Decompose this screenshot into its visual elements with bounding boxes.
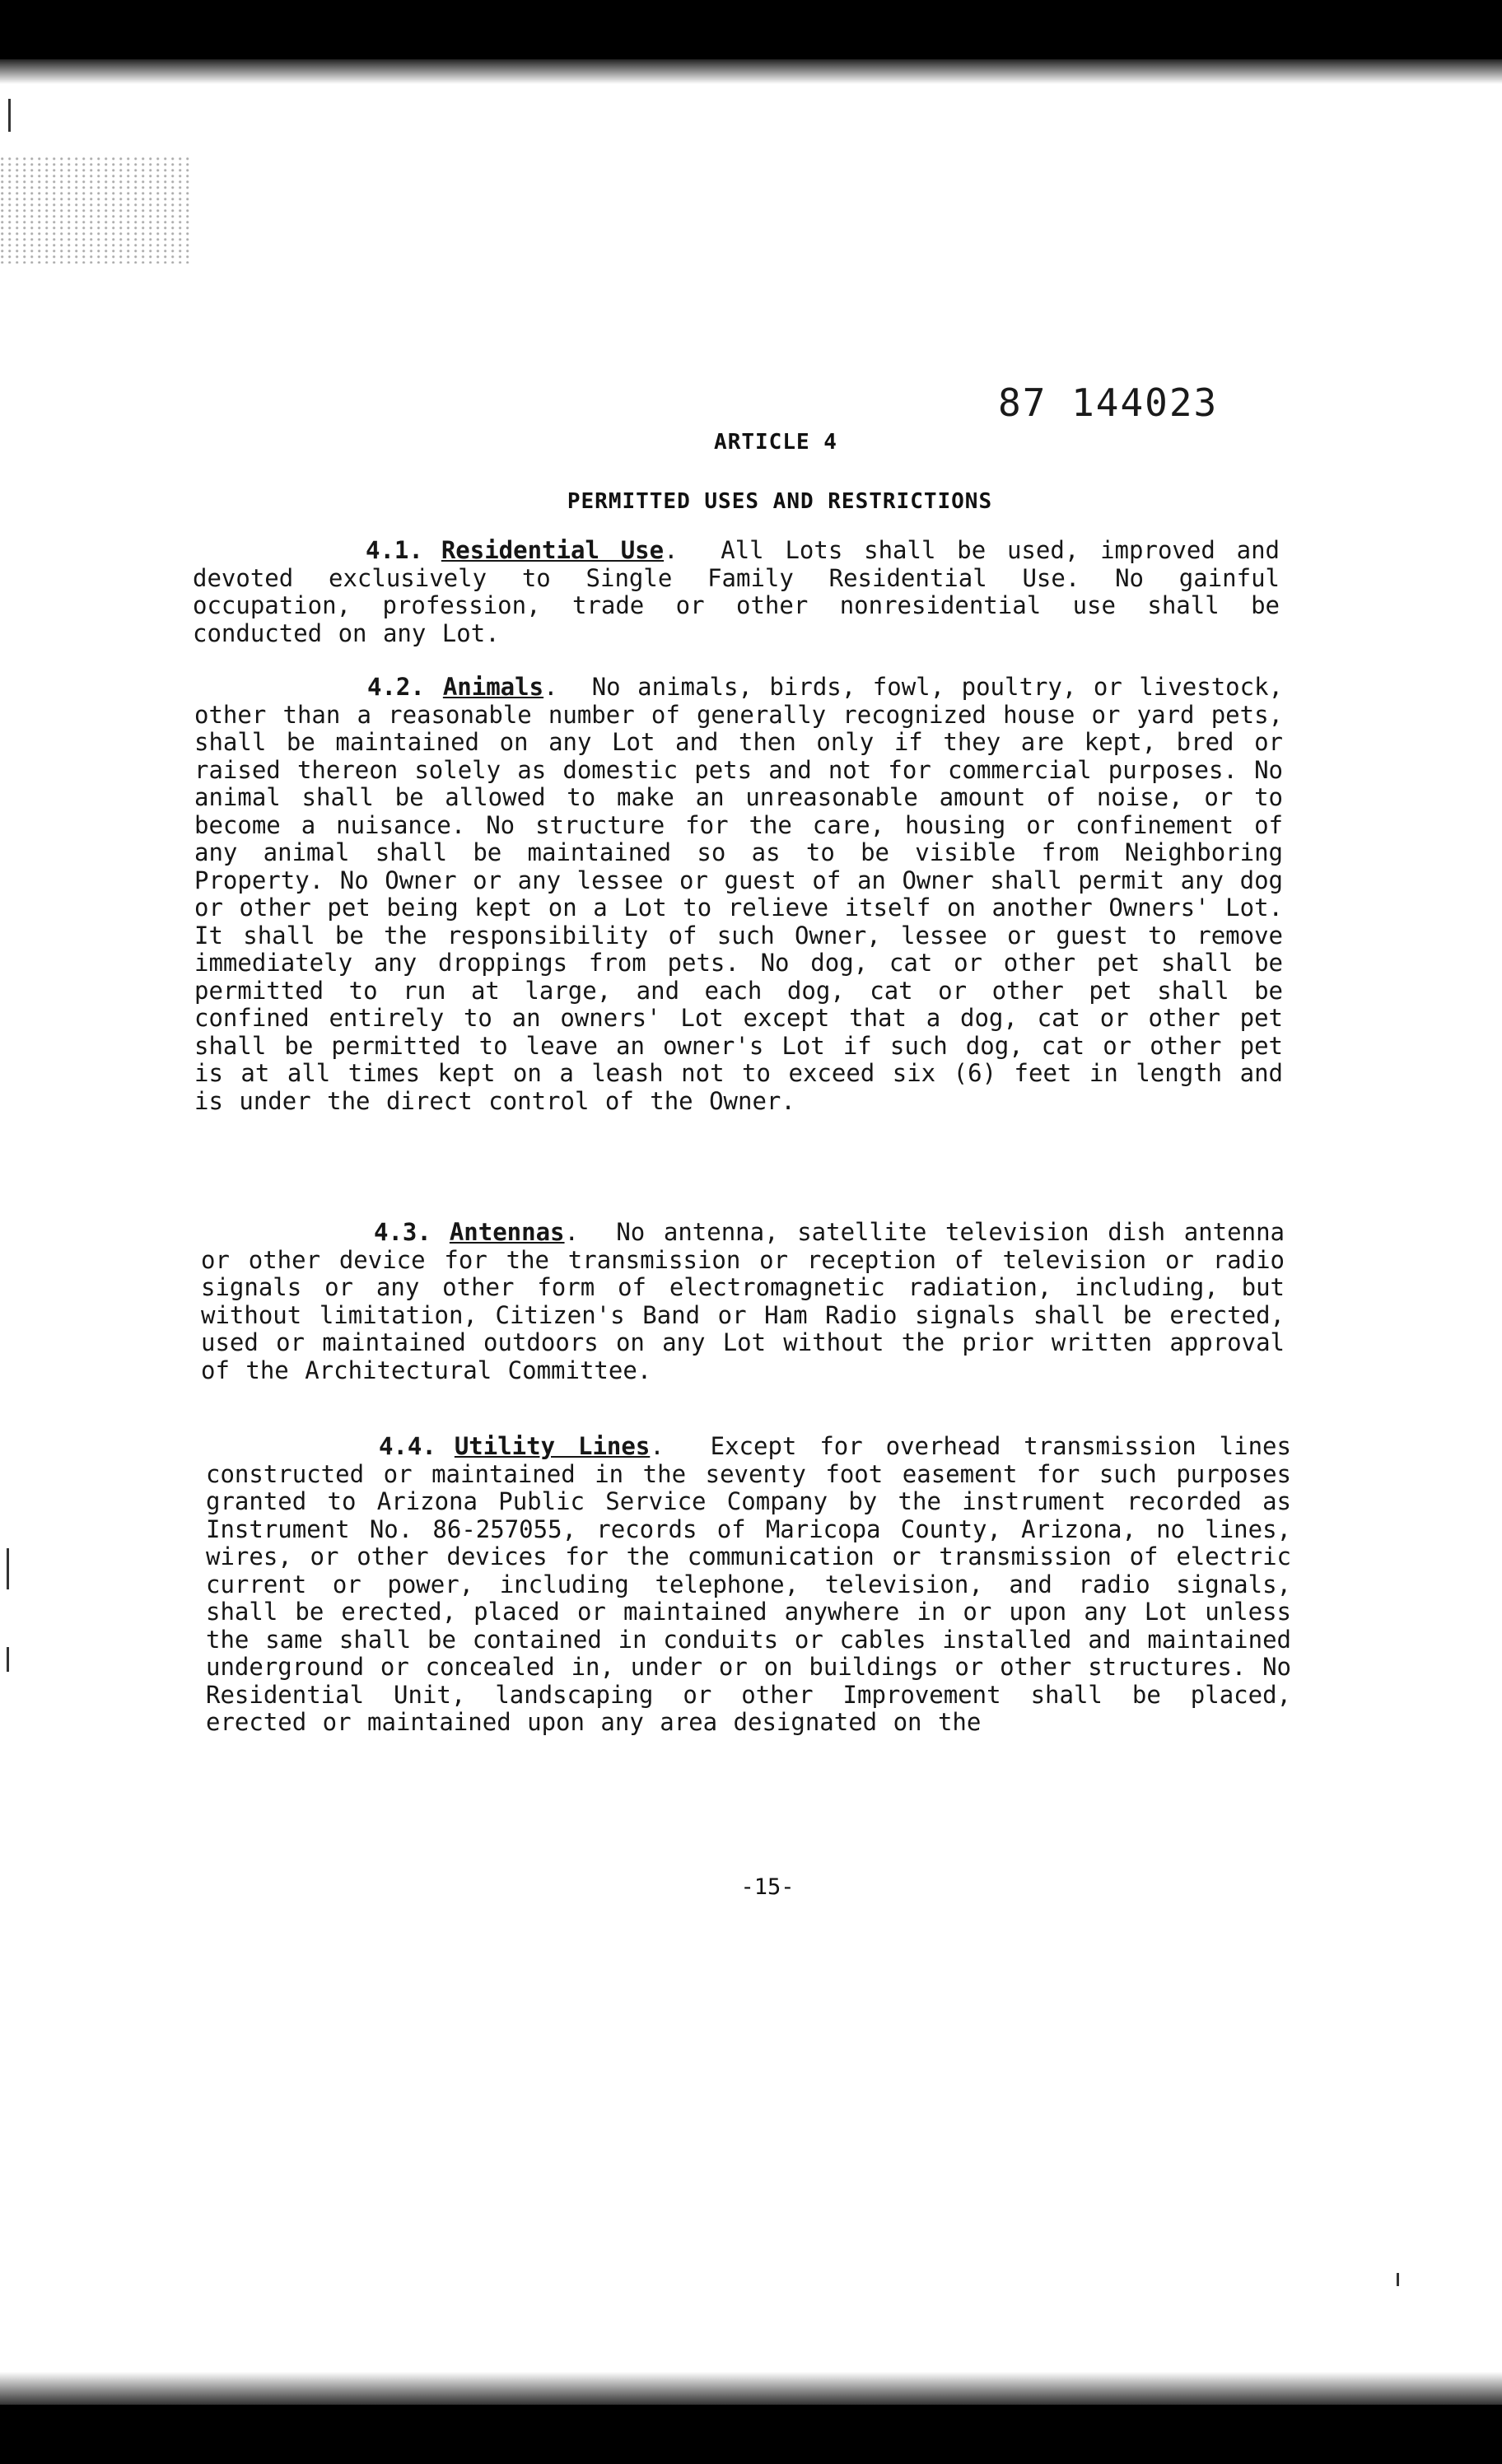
- scan-shadow-bottom: [0, 2372, 1502, 2405]
- recording-number: 87 144023: [998, 380, 1219, 425]
- section-text: No antenna, satellite television dish antenna or other device for the transmission or reception of television or radio signals or any other form of electromagnetic radiation, including, but without limitation, Citizen's Band or Ham Radio signals shall be erected, used or maintained outdoors on any Lot without the prior written approval of the Architectural Committee.: [201, 1218, 1285, 1384]
- section-number: 4.4.: [379, 1432, 436, 1460]
- section-text: No animals, birds, fowl, poultry, or livestock, other than a reasonable number of generally recognized house or yard pets, shall be maintained on any Lot and then only if they are kept, bred or raised thereon solely as domestic pets and not for commercial purposes. No animal shall be allowed to make an unreasonable amount of noise, or to become a nuisance. No structure for the care, housing or confinement of any animal shall be maintained so as to be visible from Neighboring Property. No Owner or any lessee or guest of an Owner shall permit any dog or other pet being kept on a Lot to relieve itself on another Owners' Lot. It shall be the responsibility of such Owner, lessee or guest to remove immediately any droppings from pets. No dog, cat or other pet shall be permitted to run at large, and each dog, cat or other pet shall be confined entirely to an owners' Lot except that a dog, cat or other pet shall be permitted to leave an owner's Lot if such dog, cat or other pet is at all times kept on a leash not to exceed six (6) feet in length and is under the direct control of the Owner.: [194, 673, 1283, 1115]
- section-number: 4.1.: [366, 536, 423, 564]
- section-heading: Utility Lines: [454, 1432, 651, 1460]
- scan-speck: [7, 1647, 9, 1672]
- scan-speck: [7, 1548, 9, 1589]
- section-text: All Lots shall be used, improved and devoted exclusively to Single Family Residential Use. No gainful occupation, profession, trade or other nonresidential use shall be conducted on any Lot.: [193, 536, 1280, 647]
- section-utility-lines: 4.4. Utility Lines. Except for overhead transmission lines constructed or maintained in the seventy foot easement for such purposes granted to Arizona Public Service Company by the instrument recorded as Instrument No. 86-257055, records of Maricopa County, Arizona, no lines, wires, or other devices for the communication or transmission of electric current or power, including telephone, television, and radio signals, shall be erected, placed or maintained anywhere in or upon any Lot unless the same shall be contained in conduits or cables installed and maintained underground or concealed in, under or on buildings or other structures. No Residential Unit, landscaping or other Improvement shall be placed, erected or maintained upon any area designated on the: [206, 1432, 1291, 1736]
- section-residential-use: 4.1. Residential Use. All Lots shall be used, improved and devoted exclusively to Single Family Residential Use. No gainful occupation, profession, trade or other nonresidential use shall be conducted on any Lot.: [193, 536, 1280, 647]
- section-heading: Antennas: [449, 1218, 565, 1246]
- section-number: 4.3.: [374, 1218, 431, 1246]
- section-antennas: 4.3. Antennas. No antenna, satellite television dish antenna or other device for the transmission or reception of television or radio signals or any other form of electromagnetic radiation, including, but without limitation, Citizen's Band or Ham Radio signals shall be erected, used or maintained outdoors on any Lot without the prior written approval of the Architectural Committee.: [201, 1218, 1285, 1384]
- section-heading: Animals: [442, 673, 544, 701]
- section-heading: Residential Use: [441, 536, 665, 564]
- scan-speck: [8, 99, 11, 132]
- section-animals: 4.2. Animals. No animals, birds, fowl, poultry, or livestock, other than a reasonable number of generally recognized house or yard pets, shall be maintained on any Lot and then only if they are kept, bred or raised thereon solely as domestic pets and not for commercial purposes. No animal shall be allowed to make an unreasonable amount of noise, or to become a nuisance. No structure for the care, housing or confinement of any animal shall be maintained so as to be visible from Neighboring Property. No Owner or any lessee or guest of an Owner shall permit any dog or other pet being kept on a Lot to relieve itself on another Owners' Lot. It shall be the responsibility of such Owner, lessee or guest to remove immediately any droppings from pets. No dog, cat or other pet shall be permitted to run at large, and each dog, cat or other pet shall be confined entirely to an owners' Lot except that a dog, cat or other pet shall be permitted to leave an owner's Lot if such dog, cat or other pet is at all times kept on a leash not to exceed six (6) feet in length and is under the direct control of the Owner.: [194, 673, 1283, 1115]
- scan-border-top: [0, 0, 1502, 59]
- scan-shadow-top: [0, 59, 1502, 84]
- page-number: -15-: [740, 1874, 795, 1900]
- section-number: 4.2.: [367, 673, 425, 701]
- scan-speck: [1397, 2273, 1399, 2286]
- scan-noise-artifact: [0, 156, 189, 264]
- scan-border-bottom: [0, 2405, 1502, 2464]
- article-subtitle: PERMITTED USES AND RESTRICTIONS: [567, 489, 993, 514]
- section-text: Except for overhead transmission lines constructed or maintained in the seventy foot easement for such purposes granted to Arizona Public Service Company by the instrument recorded as Instrument No. 86-257055, records of Maricopa County, Arizona, no lines, wires, or other devices for the communication or transmission of electric current or power, including telephone, television, and radio signals, shall be erected, placed or maintained anywhere in or upon any Lot unless the same shall be contained in conduits or cables installed and maintained underground or concealed in, under or on buildings or other structures. No Residential Unit, landscaping or other Improvement shall be placed, erected or maintained upon any area designated on the: [206, 1432, 1291, 1736]
- article-title: ARTICLE 4: [714, 430, 837, 455]
